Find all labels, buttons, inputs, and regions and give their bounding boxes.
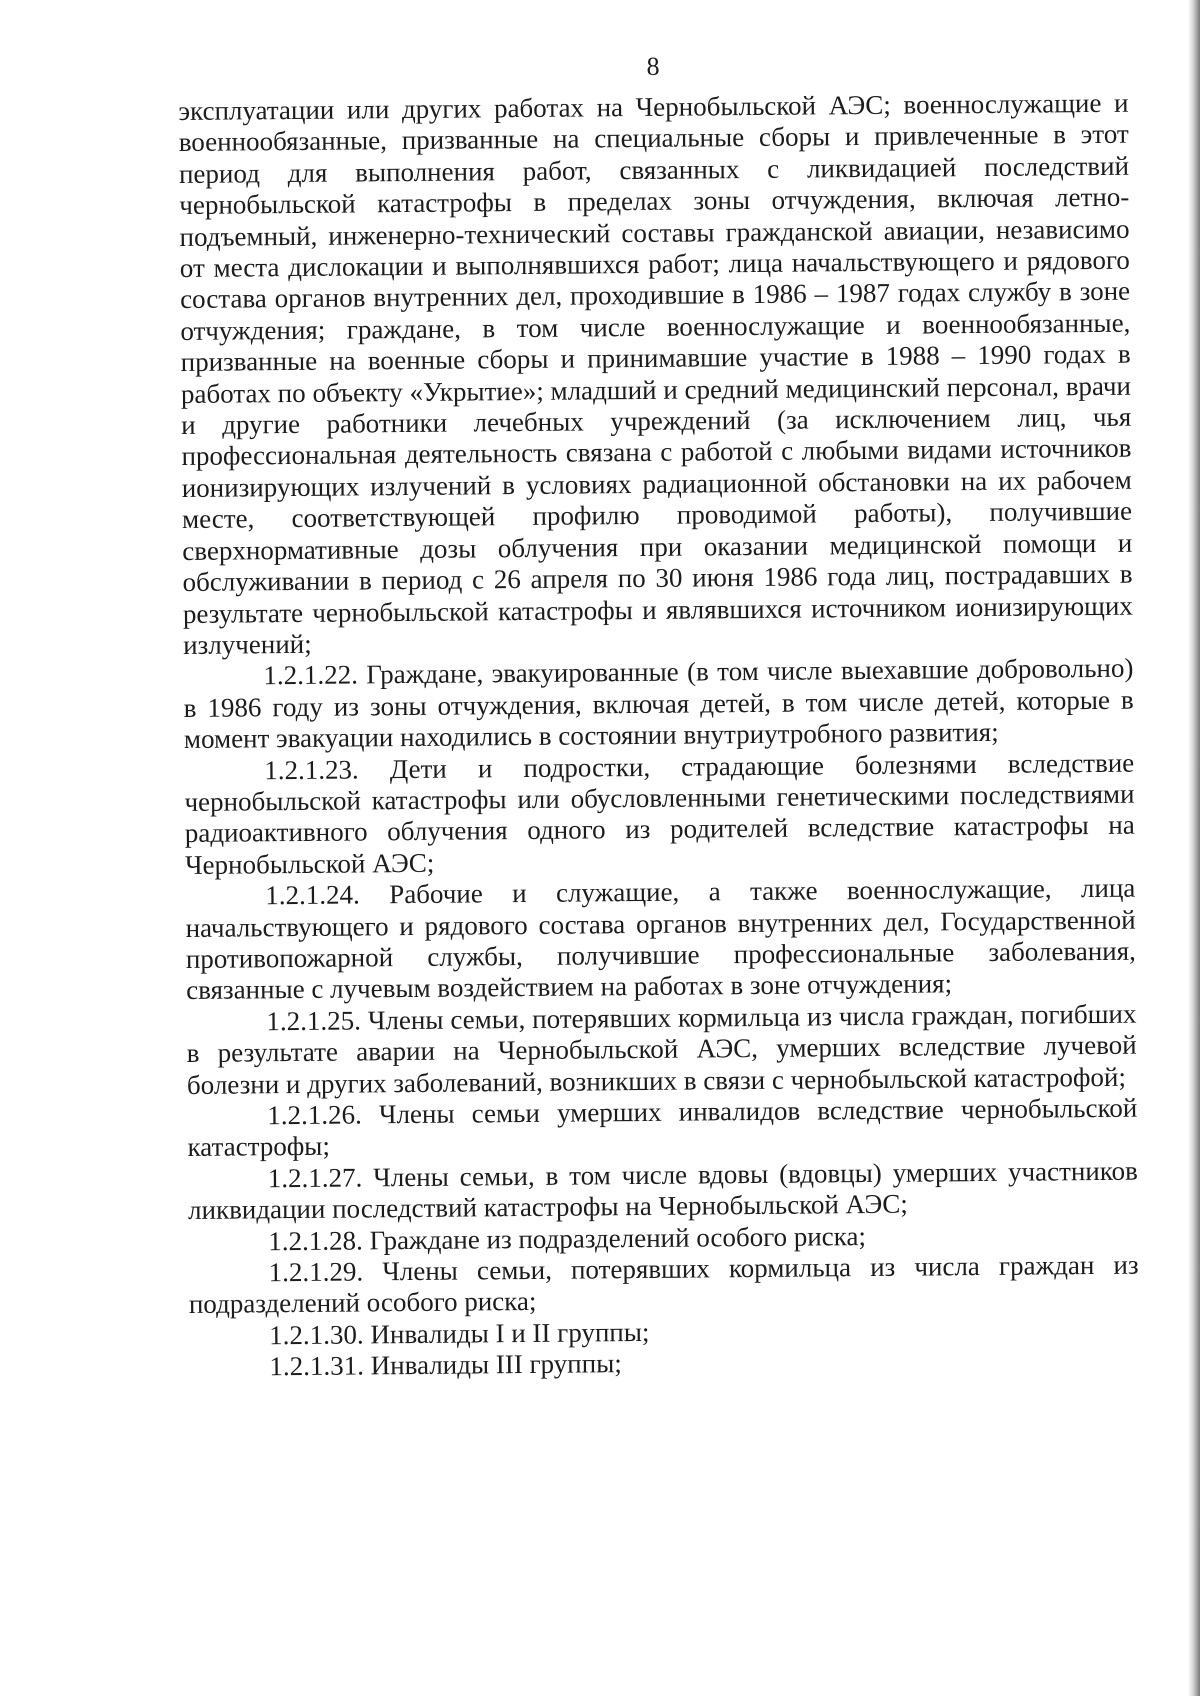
paragraph-number: 1.2.1.31. [269, 1350, 365, 1382]
paragraph-text: Инвалиды I и II группы; [370, 1316, 650, 1350]
paragraph-text: Члены семьи умерших инвалидов вследствие чернобыльской катастрофы; [187, 1092, 1138, 1163]
paragraph-text: Инвалиды III группы; [370, 1348, 622, 1381]
paragraph-number: 1.2.1.23. [264, 753, 359, 785]
paragraph-number: 1.2.1.28. [268, 1225, 363, 1256]
paragraph-1-2-1-24 [185, 873, 1136, 1007]
paragraph-number: 1.2.1.30. [269, 1319, 364, 1351]
paragraph-1-2-1-26 [187, 1093, 1138, 1164]
paragraph-text: Члены семьи, потерявших кормильца из числа граждан, погибших в результате аварии на Чернобыльской АЭС, умерших вследствие лучевой болезни и других заболеваний, возникших в связи с чернобыльской катастрофой; [186, 998, 1137, 1100]
paragraph-number: 1.2.1.25. [266, 1005, 362, 1037]
paragraph-continuation [178, 88, 1133, 662]
document-page [178, 48, 1140, 1384]
paragraph-1-2-1-22 [183, 653, 1134, 756]
paragraph-number: 1.2.1.29. [268, 1256, 364, 1288]
paragraph-number: 1.2.1.24. [265, 879, 360, 911]
paragraph-text: Члены семьи, потерявших кормильца из числа граждан из подразделений особого риска; [188, 1249, 1139, 1320]
paragraph-text: Граждане, эвакуированные (в том числе выехавшие добровольно) в 1986 году из зоны отчуждения, включая детей, в том числе детей, которые в момент эвакуации находились в состоянии внутриутробного развития; [183, 652, 1134, 755]
paragraph-text: Дети и подростки, страдающие болезнями вследствие чернобыльской катастрофы или обусловленными генетическими последствиями радиоактивного облучения одного из родителей вследствие катастрофы на Чернобыльской АЭС; [184, 747, 1135, 880]
page-number: 8 [646, 51, 660, 81]
paragraph-1-2-1-23 [184, 747, 1135, 881]
paragraph-1-2-1-27 [188, 1155, 1139, 1226]
scan-edge-shadow [1188, 0, 1200, 1696]
paragraph-1-2-1-29 [188, 1250, 1139, 1321]
paragraph-text: эксплуатации или других работах на Чернобыльской АЭС; военнослужащие и военнообязанные, призванные на специальные сборы и привлеченные в этот период для выполнения работ, связанных с ликвидацией последствий чернобыльской катастрофы в пределах зоны отчуждения, включая летно-подъемный, инженерно-технический составы гражданской авиации, независимо от места дислокации и выполнявшихся работ; лица начальствующего и рядового состава органов внутренних дел, проходившие в 1986 – 1987 годах службу в зоне отчуждения; граждане, в том числе военнослужащие и военнообязанные, призванные на военные сборы и принимавшие участие в 1988 – 1990 годах в работах по объекту «Укрытие»; младший и средний медицинский персонал, врачи и другие работники лечебных учреждений (за исключением лиц, чья профессиональная деятельность связана с работой с любыми видами источников ионизирующих излучений в условиях радиационной обстановки на их рабочем месте, соответствующей профилю проводимой работы), получившие сверхнормативные дозы облучения при оказании медицинской помощи и обслуживании в период с 26 апреля по 30 июня 1986 года лиц, пострадавших в результате чернобыльской катастрофы и являвшихся источником ионизирующих излучений; [178, 87, 1133, 660]
paragraph-text: Члены семьи, в том числе вдовы (вдовцы) умерших участников ликвидации последствий катастрофы на Чернобыльской АЭС; [187, 1155, 1138, 1226]
paragraph-number: 1.2.1.26. [267, 1099, 362, 1131]
paragraph-number: 1.2.1.27. [267, 1162, 363, 1194]
paragraph-text: Рабочие и служащие, а также военнослужащие, лица начальствующего и рядового состава органов внутренних дел, Государственной противопожарной службы, получившие профессиональные заболевания, связанные с лучевым воздействием на работах в зоне отчуждения; [185, 872, 1136, 1006]
paragraph-text: Граждане из подразделений особого риска; [369, 1220, 867, 1255]
paragraph-1-2-1-25 [186, 998, 1137, 1101]
paragraph-number: 1.2.1.22. [263, 659, 359, 691]
